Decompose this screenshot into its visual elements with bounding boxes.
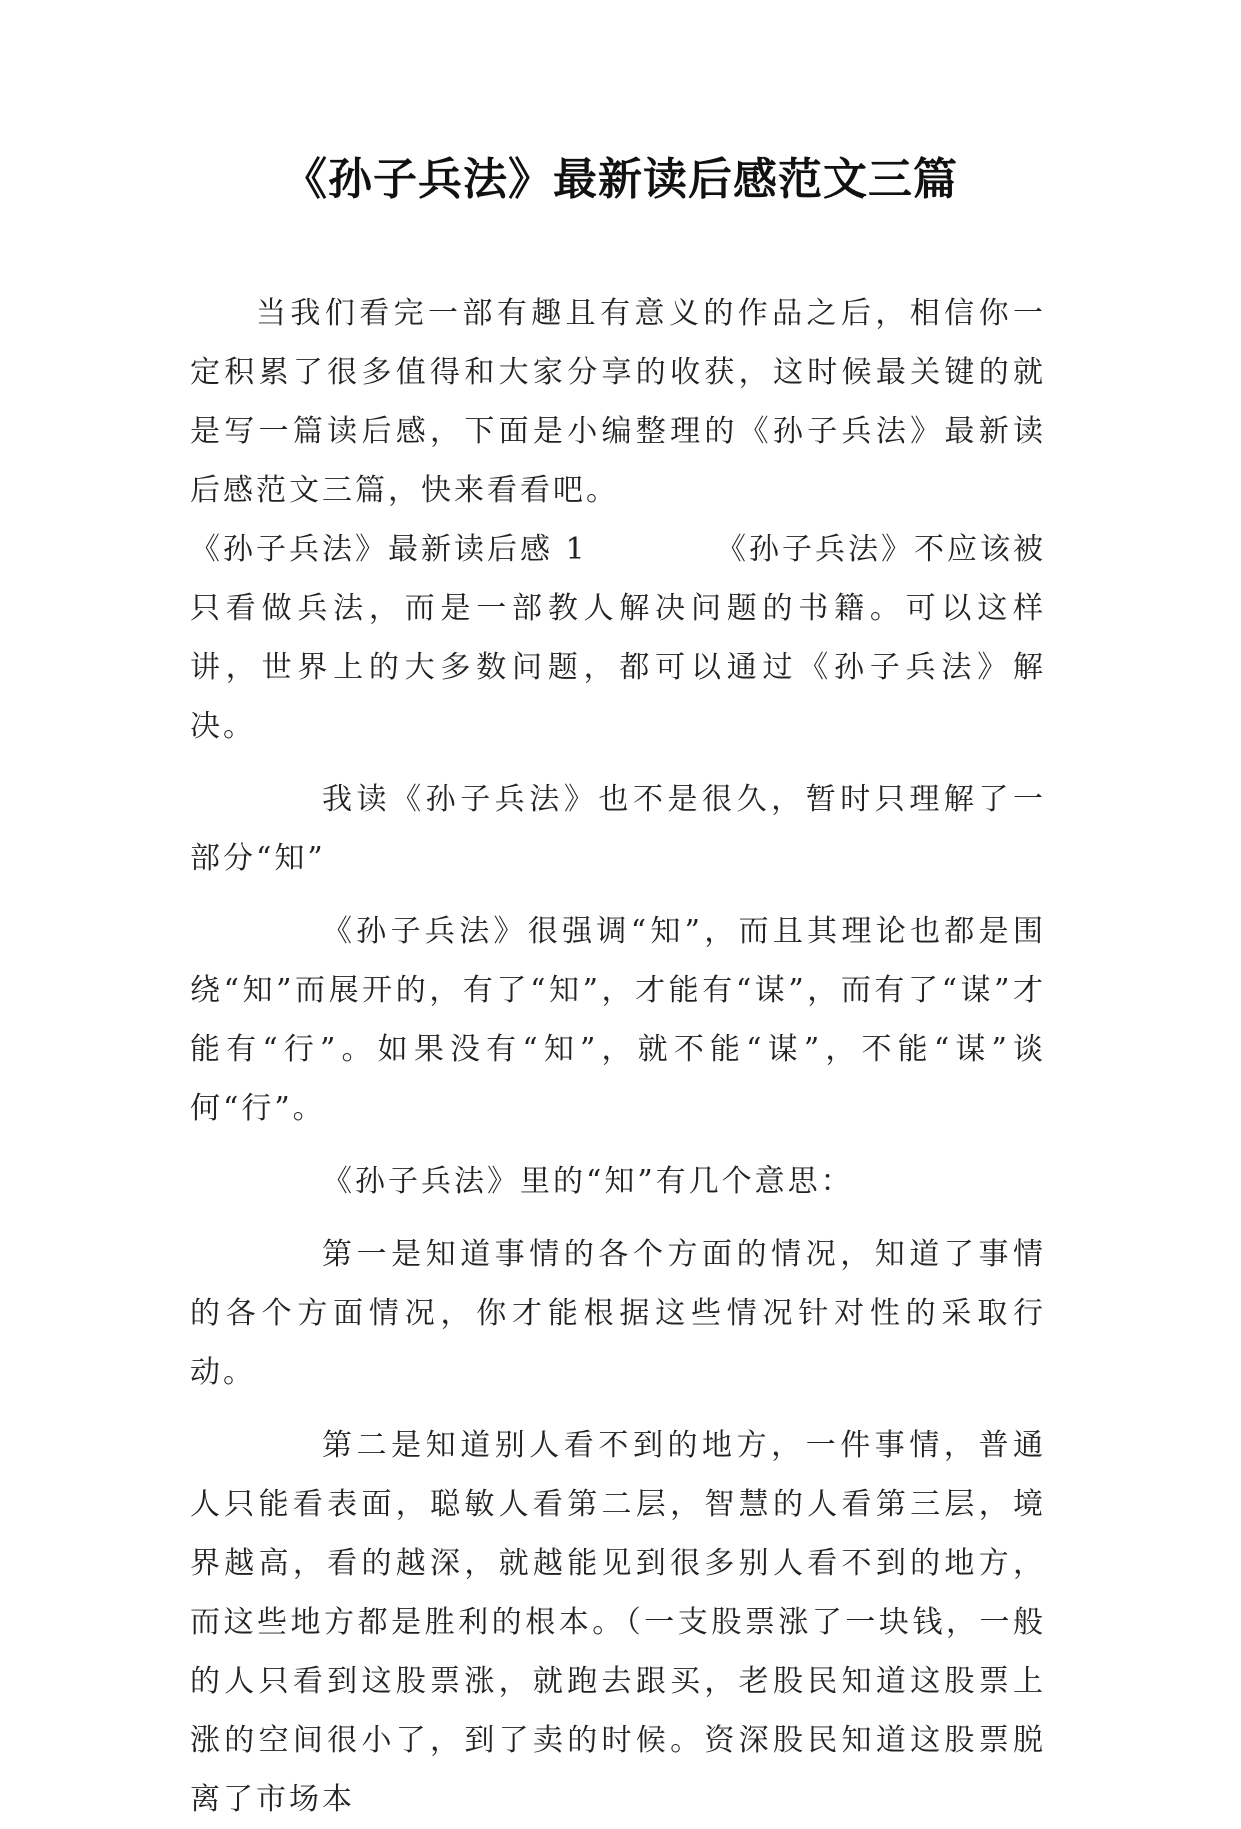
section-heading-line <box>190 520 1046 579</box>
document-body <box>190 284 1046 1829</box>
paragraph-knowledge-emphasis: 《孙子兵法》很强调“知”，而且其理论也都是围绕“知”而展开的，有了“知”，才能有“谋”，而有了“谋”才能有“行”。如果没有“知”，就不能“谋”，不能“谋”谈何“行”。 <box>190 914 1046 1126</box>
paragraph-second-meaning: 第二是知道别人看不到的地方，一件事情，普通人只能看表面，聪敏人看第二层，智慧的人看第三层，境界越高，看的越深，就越能见到很多别人看不到的地方，而这些地方都是胜利的根本。（一支股票涨了一块钱，一般的人只看到这股票涨，就跑去跟买，老股民知道这股票上涨的空间很小了，到了卖的时候。资深股民知道这股票脱离了市场本 <box>190 1428 1046 1817</box>
paragraph-read-duration: 我读《孙子兵法》也不是很久，暂时只理解了一部分“知” <box>190 782 1046 876</box>
paragraph-meanings-intro: 《孙子兵法》里的“知”有几个意思： <box>322 1164 854 1199</box>
section-heading: 《孙子兵法》最新读后感 1 <box>190 532 588 567</box>
paragraph-first-meaning: 第一是知道事情的各个方面的情况，知道了事情的各个方面情况，你才能根据这些情况针对性的采取行动。 <box>190 1237 1046 1390</box>
intro-paragraph: 当我们看完一部有趣且有意义的作品之后，相信你一定积累了很多值得和大家分享的收获，这时候最关键的就是写一篇读后感，下面是小编整理的《孙子兵法》最新读后感范文三篇，快来看看吧。 <box>190 296 1046 508</box>
section-lead-text: 《孙子兵法》不应该被 <box>716 532 1046 567</box>
section-paragraph-continued: 只看做兵法，而是一部教人解决问题的书籍。可以这样讲，世界上的大多数问题，都可以通过《孙子兵法》解决。 <box>190 591 1046 744</box>
document-title: 《孙子兵法》最新读后感范文三篇 <box>283 154 958 205</box>
